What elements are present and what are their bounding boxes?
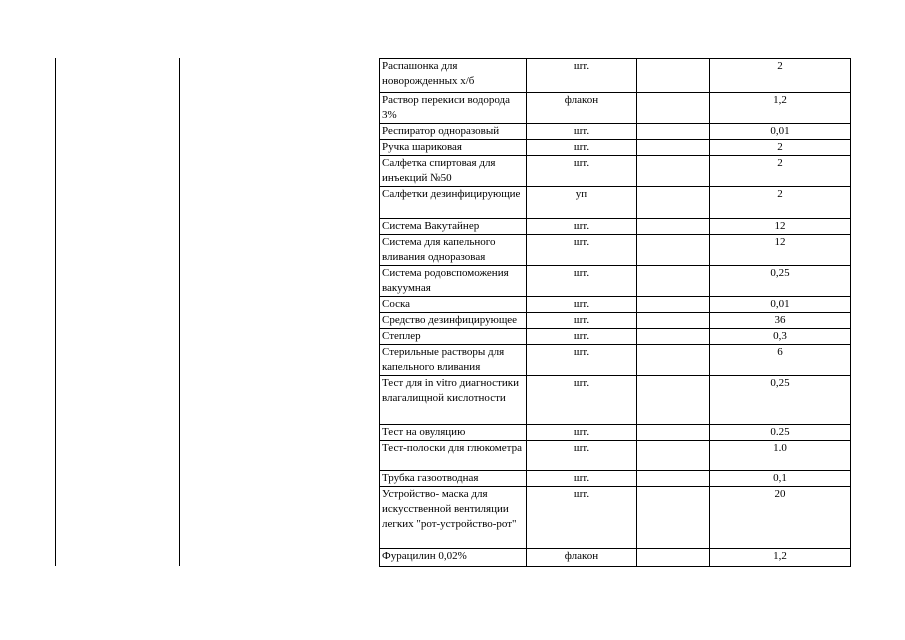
table-row bbox=[380, 313, 851, 329]
item-quantity: 2 bbox=[710, 187, 851, 219]
item-name: Тест для in vitro диагностики влагалищной кислотности bbox=[380, 376, 527, 425]
item-quantity: 12 bbox=[710, 235, 851, 266]
item-name: Тест-полоски для глюкометра bbox=[380, 441, 527, 471]
item-name: Ручка шариковая bbox=[380, 140, 527, 156]
item-extra bbox=[637, 376, 710, 425]
table-row bbox=[380, 93, 851, 124]
item-name: Система для капельного вливания одноразовая bbox=[380, 235, 527, 266]
item-name: Система Вакутайнер bbox=[380, 219, 527, 235]
item-extra bbox=[637, 297, 710, 313]
table-row bbox=[380, 441, 851, 471]
item-quantity: 1,2 bbox=[710, 93, 851, 124]
item-quantity: 36 bbox=[710, 313, 851, 329]
item-name: Салфетки дезинфицирующие bbox=[380, 187, 527, 219]
item-name: Тест на овуляцию bbox=[380, 425, 527, 441]
item-unit: флакон bbox=[527, 549, 637, 567]
table-row bbox=[380, 329, 851, 345]
item-extra bbox=[637, 140, 710, 156]
item-unit: шт. bbox=[527, 345, 637, 376]
item-unit: шт. bbox=[527, 313, 637, 329]
item-quantity: 2 bbox=[710, 140, 851, 156]
item-quantity: 1,2 bbox=[710, 549, 851, 567]
supplies-table bbox=[379, 58, 851, 567]
table-row bbox=[380, 235, 851, 266]
item-extra bbox=[637, 329, 710, 345]
item-quantity: 0,25 bbox=[710, 266, 851, 297]
item-quantity: 0,25 bbox=[710, 376, 851, 425]
item-name: Система родовспоможения вакуумная bbox=[380, 266, 527, 297]
item-quantity: 0,01 bbox=[710, 297, 851, 313]
item-name: Трубка газоотводная bbox=[380, 471, 527, 487]
table-row bbox=[380, 425, 851, 441]
table-row bbox=[380, 187, 851, 219]
table-row bbox=[380, 266, 851, 297]
item-unit: шт. bbox=[527, 441, 637, 471]
item-extra bbox=[637, 187, 710, 219]
table-row bbox=[380, 549, 851, 567]
table-row bbox=[380, 297, 851, 313]
item-unit: шт. bbox=[527, 219, 637, 235]
table-row bbox=[380, 376, 851, 425]
table-row bbox=[380, 471, 851, 487]
item-extra bbox=[637, 441, 710, 471]
item-unit: шт. bbox=[527, 235, 637, 266]
table-row bbox=[380, 487, 851, 549]
item-quantity: 0,01 bbox=[710, 124, 851, 140]
item-extra bbox=[637, 235, 710, 266]
item-quantity: 12 bbox=[710, 219, 851, 235]
item-name: Салфетка спиртовая для инъекций №50 bbox=[380, 156, 527, 187]
item-name: Стерильные растворы для капельного вливания bbox=[380, 345, 527, 376]
item-unit: шт. bbox=[527, 156, 637, 187]
item-quantity: 0.25 bbox=[710, 425, 851, 441]
table-row bbox=[380, 156, 851, 187]
item-quantity: 20 bbox=[710, 487, 851, 549]
item-unit: шт. bbox=[527, 376, 637, 425]
item-unit: шт. bbox=[527, 297, 637, 313]
item-unit: уп bbox=[527, 187, 637, 219]
item-unit: шт. bbox=[527, 124, 637, 140]
item-unit: шт. bbox=[527, 59, 637, 93]
item-unit: шт. bbox=[527, 471, 637, 487]
left-column-border-2 bbox=[179, 58, 180, 566]
table-row bbox=[380, 59, 851, 93]
item-extra bbox=[637, 345, 710, 376]
item-unit: шт. bbox=[527, 487, 637, 549]
item-name: Степлер bbox=[380, 329, 527, 345]
left-column-border bbox=[55, 58, 56, 566]
item-unit: шт. bbox=[527, 329, 637, 345]
item-extra bbox=[637, 156, 710, 187]
item-name: Устройство- маска для искусственной вентиляции легких "рот-устройство-рот" bbox=[380, 487, 527, 549]
item-quantity: 1.0 bbox=[710, 441, 851, 471]
table-row bbox=[380, 345, 851, 376]
item-name: Распашонка для новорожденных х/б bbox=[380, 59, 527, 93]
item-extra bbox=[637, 219, 710, 235]
item-unit: шт. bbox=[527, 140, 637, 156]
item-extra bbox=[637, 487, 710, 549]
item-extra bbox=[637, 266, 710, 297]
item-extra bbox=[637, 59, 710, 93]
item-extra bbox=[637, 549, 710, 567]
item-unit: флакон bbox=[527, 93, 637, 124]
item-unit: шт. bbox=[527, 266, 637, 297]
item-extra bbox=[637, 313, 710, 329]
item-extra bbox=[637, 471, 710, 487]
item-name: Респиратор одноразовый bbox=[380, 124, 527, 140]
item-extra bbox=[637, 124, 710, 140]
item-extra bbox=[637, 93, 710, 124]
item-quantity: 0,1 bbox=[710, 471, 851, 487]
table-row bbox=[380, 124, 851, 140]
item-unit: шт. bbox=[527, 425, 637, 441]
item-quantity: 2 bbox=[710, 59, 851, 93]
item-name: Средство дезинфицирующее bbox=[380, 313, 527, 329]
item-quantity: 0,3 bbox=[710, 329, 851, 345]
item-extra bbox=[637, 425, 710, 441]
item-name: Соска bbox=[380, 297, 527, 313]
item-name: Фурацилин 0,02% bbox=[380, 549, 527, 567]
item-quantity: 2 bbox=[710, 156, 851, 187]
item-quantity: 6 bbox=[710, 345, 851, 376]
table-row bbox=[380, 219, 851, 235]
table-row bbox=[380, 140, 851, 156]
item-name: Раствор перекиси водорода 3% bbox=[380, 93, 527, 124]
